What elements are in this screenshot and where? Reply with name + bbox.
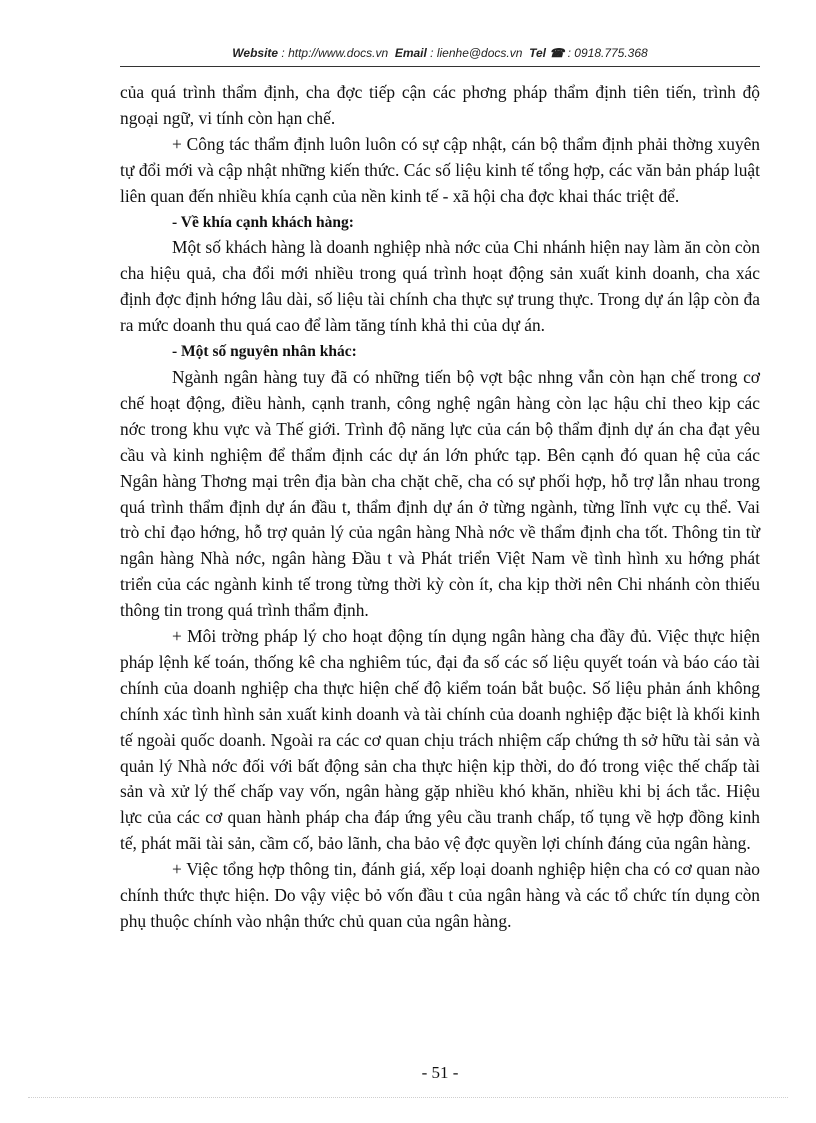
paragraph-3: Một số khách hàng là doanh nghiệp nhà nớc của Chi nhánh hiện nay làm ăn còn còn cha hiệu quả, cha đổi mới nhiều trong quá trình hoạt động sản xuất kinh doanh, cha xác định đợc định hớng lâu dài, số liệu tài chính cha thực sự trung thực. Trong dự án lập còn đa ra mức doanh thu quá cao để làm tăng tính khả thi của dự án. (120, 237, 760, 336)
paragraph-4: Ngành ngân hàng tuy đã có những tiến bộ vợt bậc nhng vẫn còn hạn chế trong cơ chế hoạt động, điều hành, cạnh tranh, công nghệ ngân hàng còn lạc hậu chỉ theo kịp các nớc trong khu vực và Thế giới. Trình độ năng lực của cán bộ thẩm định dự án cha đạt yêu cầu và kinh nghiệm để thẩm định các dự án lớn phức tạp. Bên cạnh đó quan hệ của các Ngân hàng Thơng mại trên địa bàn cha chặt chẽ, cha có sự phối hợp, hỗ trợ lẫn nhau trong quá trình thẩm định dự án đầu t, thẩm định dự án ở từng ngành, từng lĩnh vực cụ thể. Vai trò chỉ đạo hớng, hỗ trợ quản lý của ngân hàng Nhà nớc về thẩm định cha tốt. Thông tin từ ngân hàng Nhà nớc, ngân hàng Đầu t và Phát triển Việt Nam về tình hình xu hớng phát triển của các ngành kinh tế trong từng thời kỳ còn ít, cha kịp thời nên Chi nhánh còn thiếu thông tin trong quá trình thẩm định. (120, 366, 760, 621)
section-heading-other-causes: - Một số nguyên nhân khác: (172, 343, 357, 361)
paragraph-6: + Việc tổng hợp thông tin, đánh giá, xếp loại doanh nghiệp hiện cha có cơ quan nào chính thức thực hiện. Do vậy việc bỏ vốn đầu t của ngân hàng và các tổ chức tín dụng còn phụ thuộc chính vào nhận thức chủ quan của ngân hàng. (120, 859, 760, 931)
section-heading-customers: - Về khía cạnh khách hàng: (172, 213, 354, 231)
header-rule (120, 66, 760, 67)
email-value: : lienhe@docs.vn (430, 46, 523, 60)
paragraph-1: của quá trình thẩm định, cha đợc tiếp cận các phơng pháp thẩm định tiên tiến, trình độ ngoại ngữ, vi tính còn hạn chế. (120, 82, 760, 128)
website-value: : http://www.docs.vn (281, 46, 389, 60)
tel-value: : 0918.775.368 (567, 46, 648, 60)
page-number: - 51 - (421, 1063, 459, 1082)
paragraph-5: + Môi trờng pháp lý cho hoạt động tín dụng ngân hàng cha đầy đủ. Việc thực hiện pháp lệnh kế toán, thống kê cha nghiêm túc, đại đa số các số liệu quyết toán và báo cáo tài chính của doanh nghiệp cha thực hiện chế độ kiểm toán bắt buộc. Số liệu phản ánh không chính xác tình hình sản xuất kinh doanh và tài chính của doanh nghiệp đặc biệt là khối kinh tế ngoài quốc doanh. Ngoài ra các cơ quan chịu trách nhiệm cấp chứng th sở hữu tài sản và quản lý Nhà nớc đối với bất động sản cha thực hiện kịp thời, do đó trong việc thế chấp tài sản và xử lý thế chấp vay vốn, ngân hàng gặp nhiều khó khăn, nhiều khi bị ách tắc. Hiệu lực của các cơ quan hành pháp cha đáp ứng yêu cầu tranh chấp, tố tụng về hợp đồng kinh tế, phát mãi tài sản, cầm cố, bảo lãnh, cha bảo vệ đợc quyền lợi chính đáng của ngân hàng. (120, 626, 760, 854)
page-body (120, 80, 760, 935)
email-label: Email (394, 46, 427, 60)
bottom-dotted-rule (28, 1097, 788, 1098)
website-label: Website (232, 46, 279, 60)
paragraph-2: + Công tác thẩm định luôn luôn có sự cập nhật, cán bộ thẩm định phải thờng xuyên tự đổi mới và cập nhật những kiến thức. Các số liệu kinh tế tổng hợp, các văn bản pháp luật liên quan đến nhiều khía cạnh của nền kinh tế - xã hội cha đợc khai thác triệt để. (120, 133, 760, 206)
phone-icon: ☎ (549, 46, 565, 60)
tel-label: Tel (529, 46, 546, 60)
page-header (120, 46, 760, 60)
